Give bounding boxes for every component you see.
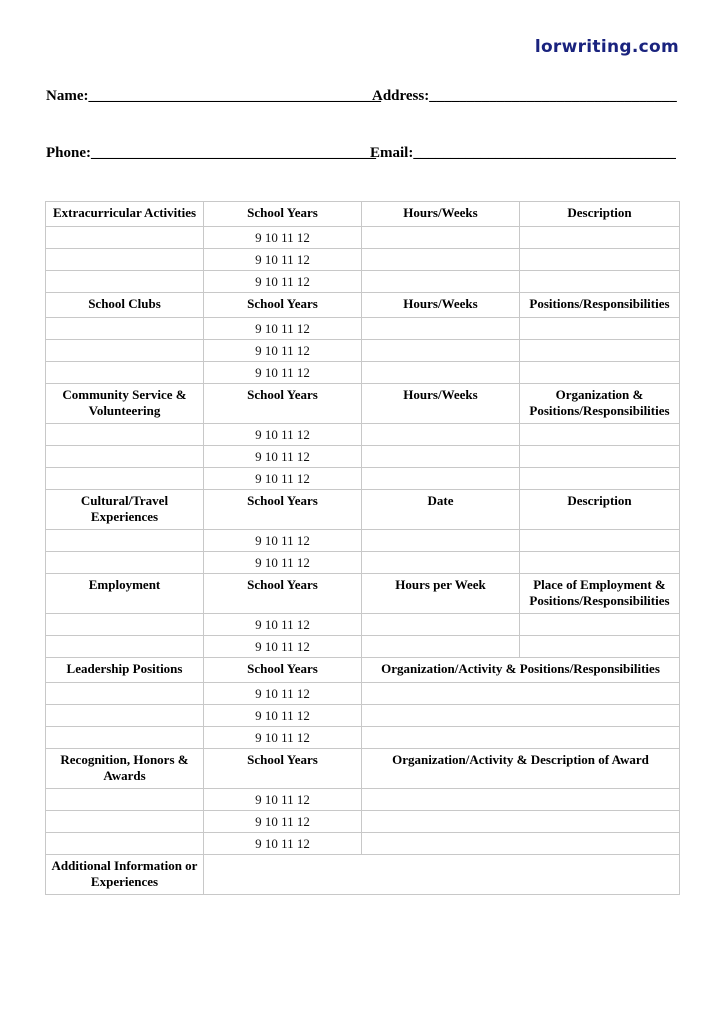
header-cell: Recognition, Honors & Awards [46, 749, 204, 789]
school-years-cell[interactable]: 9 10 11 12 [204, 552, 362, 574]
entry-cell[interactable] [46, 683, 204, 705]
header-cell: School Years [204, 293, 362, 318]
entry-cell[interactable] [520, 227, 680, 249]
table-row [46, 636, 680, 658]
entry-cell[interactable] [520, 614, 680, 636]
school-years-cell[interactable]: 9 10 11 12 [204, 614, 362, 636]
header-cell: School Years [204, 658, 362, 683]
entry-cell[interactable] [362, 318, 520, 340]
entry-cell[interactable] [520, 424, 680, 446]
school-years-cell[interactable]: 9 10 11 12 [204, 446, 362, 468]
entry-cell[interactable] [46, 340, 204, 362]
entry-cell[interactable] [520, 318, 680, 340]
entry-cell[interactable] [46, 727, 204, 749]
email-field[interactable]: Email:___________________________________ [370, 145, 676, 161]
header-cell: Hours/Weeks [362, 293, 520, 318]
header-cell: School Years [204, 749, 362, 789]
entry-cell[interactable] [520, 530, 680, 552]
table-row [46, 683, 680, 705]
entry-cell[interactable] [46, 530, 204, 552]
entry-cell[interactable] [362, 249, 520, 271]
table-row [46, 446, 680, 468]
entry-cell[interactable] [362, 271, 520, 293]
entry-cell[interactable] [46, 552, 204, 574]
entry-cell[interactable] [46, 614, 204, 636]
school-years-cell[interactable]: 9 10 11 12 [204, 727, 362, 749]
entry-cell[interactable] [362, 727, 680, 749]
entry-cell[interactable] [520, 362, 680, 384]
entry-cell[interactable] [362, 446, 520, 468]
school-years-cell[interactable]: 9 10 11 12 [204, 340, 362, 362]
additional-info-cell[interactable] [204, 855, 680, 895]
entry-cell[interactable] [362, 614, 520, 636]
brand-logo-text: lorwriting.com [534, 37, 679, 57]
header-cell: Cultural/Travel Experiences [46, 490, 204, 530]
entry-cell[interactable] [46, 318, 204, 340]
table-row [46, 727, 680, 749]
header-cell: Hours/Weeks [362, 384, 520, 424]
entry-cell[interactable] [520, 249, 680, 271]
header-cell: School Years [204, 384, 362, 424]
school-years-cell[interactable]: 9 10 11 12 [204, 530, 362, 552]
entry-cell[interactable] [46, 249, 204, 271]
entry-cell[interactable] [362, 705, 680, 727]
entry-cell[interactable] [520, 468, 680, 490]
entry-cell[interactable] [520, 340, 680, 362]
school-years-cell[interactable]: 9 10 11 12 [204, 271, 362, 293]
table-row [46, 789, 680, 811]
entry-cell[interactable] [362, 811, 680, 833]
entry-cell[interactable] [362, 362, 520, 384]
header-cell: Description [520, 490, 680, 530]
school-years-cell[interactable]: 9 10 11 12 [204, 249, 362, 271]
table-row [46, 614, 680, 636]
table-row [46, 424, 680, 446]
table-row [46, 552, 680, 574]
entry-cell[interactable] [520, 552, 680, 574]
header-cell: Leadership Positions [46, 658, 204, 683]
section-additional [46, 855, 680, 895]
entry-cell[interactable] [362, 683, 680, 705]
entry-cell[interactable] [46, 446, 204, 468]
table-row [46, 227, 680, 249]
header-cell: Organization/Activity & Description of Award [362, 749, 680, 789]
entry-cell[interactable] [362, 530, 520, 552]
section-header-clubs [46, 293, 680, 318]
school-years-cell[interactable]: 9 10 11 12 [204, 705, 362, 727]
entry-cell[interactable] [46, 468, 204, 490]
school-years-cell[interactable]: 9 10 11 12 [204, 811, 362, 833]
entry-cell[interactable] [46, 833, 204, 855]
school-years-cell[interactable]: 9 10 11 12 [204, 424, 362, 446]
header-cell: Hours per Week [362, 574, 520, 614]
header-cell: Additional Information or Experiences [46, 855, 204, 895]
entry-cell[interactable] [46, 705, 204, 727]
section-header-cultural [46, 490, 680, 530]
header-cell: Date [362, 490, 520, 530]
table-row [46, 318, 680, 340]
entry-cell[interactable] [362, 424, 520, 446]
entry-cell[interactable] [362, 552, 520, 574]
entry-cell[interactable] [362, 468, 520, 490]
header-cell: Community Service & Volunteering [46, 384, 204, 424]
school-years-cell[interactable]: 9 10 11 12 [204, 318, 362, 340]
entry-cell[interactable] [46, 789, 204, 811]
header-cell: Positions/Responsibilities [520, 293, 680, 318]
entry-cell[interactable] [520, 446, 680, 468]
school-years-cell[interactable]: 9 10 11 12 [204, 362, 362, 384]
table-row [46, 468, 680, 490]
table-row [46, 362, 680, 384]
header-cell: Organization & Positions/Responsibilities [520, 384, 680, 424]
header-cell: School Years [204, 202, 362, 227]
entry-cell[interactable] [46, 636, 204, 658]
header-cell: School Years [204, 490, 362, 530]
phone-field[interactable]: Phone:______________________________________ [46, 145, 376, 161]
name-field[interactable]: Name:_______________________________________ [46, 88, 381, 104]
header-cell: Place of Employment & Positions/Responsibilities [520, 574, 680, 614]
header-cell: Description [520, 202, 680, 227]
entry-cell[interactable] [46, 362, 204, 384]
entry-cell[interactable] [362, 636, 520, 658]
school-years-cell[interactable]: 9 10 11 12 [204, 636, 362, 658]
school-years-cell[interactable]: 9 10 11 12 [204, 683, 362, 705]
table-row [46, 271, 680, 293]
table-row [46, 811, 680, 833]
entry-cell[interactable] [46, 424, 204, 446]
header-cell: Organization/Activity & Positions/Responsibilities [362, 658, 680, 683]
entry-cell[interactable] [520, 636, 680, 658]
section-header-community [46, 384, 680, 424]
table-row [46, 833, 680, 855]
header-cell: Extracurricular Activities [46, 202, 204, 227]
entry-cell[interactable] [46, 271, 204, 293]
activities-table [45, 201, 680, 895]
section-header-recognition [46, 749, 680, 789]
school-years-cell[interactable]: 9 10 11 12 [204, 227, 362, 249]
header-cell: Employment [46, 574, 204, 614]
school-years-cell[interactable]: 9 10 11 12 [204, 789, 362, 811]
header-cell: School Years [204, 574, 362, 614]
entry-cell[interactable] [46, 227, 204, 249]
section-header-employment [46, 574, 680, 614]
header-cell: School Clubs [46, 293, 204, 318]
header-cell: Hours/Weeks [362, 202, 520, 227]
school-years-cell[interactable]: 9 10 11 12 [204, 468, 362, 490]
table-row [46, 249, 680, 271]
section-header-extracurricular [46, 202, 680, 227]
section-header-leadership [46, 658, 680, 683]
school-years-cell[interactable]: 9 10 11 12 [204, 833, 362, 855]
table-row [46, 705, 680, 727]
entry-cell[interactable] [362, 227, 520, 249]
address-field[interactable]: Address:_________________________________ [372, 88, 677, 104]
table-row [46, 340, 680, 362]
entry-cell[interactable] [362, 789, 680, 811]
table-row [46, 530, 680, 552]
entry-cell[interactable] [362, 833, 680, 855]
entry-cell[interactable] [46, 811, 204, 833]
entry-cell[interactable] [362, 340, 520, 362]
entry-cell[interactable] [520, 271, 680, 293]
